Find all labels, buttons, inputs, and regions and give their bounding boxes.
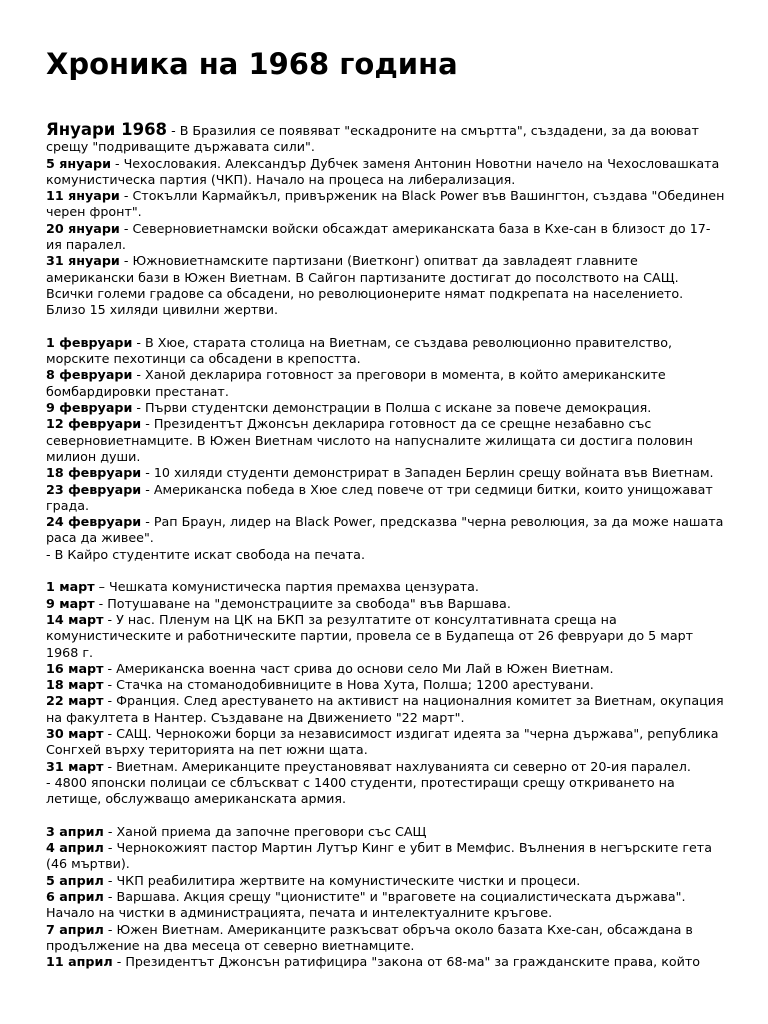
list-item (46, 221, 726, 254)
entry-date: 1 февруари (46, 334, 133, 350)
entry-date: 31 март (46, 758, 104, 774)
entry-date: 14 март (46, 611, 104, 627)
entry-text: - Рап Браун, лидер на Black Power, предсказва "черна революция, за да може нашата раса да живее". (46, 514, 724, 546)
entry-text: - Президентът Джонсън ратифицира "закона от 68-ма" за гражданските права, който (112, 954, 701, 970)
list-item (46, 253, 726, 318)
entry-date: 9 март (46, 595, 95, 611)
entry-date: 5 април (46, 872, 104, 888)
entry-date: 8 февруари (46, 367, 133, 383)
entry-text: - Американска победа в Хюе след повече от три седмици битки, които унищожават града. (46, 481, 713, 513)
list-item (46, 596, 726, 612)
january-intro (46, 122, 726, 156)
entry-text: - 10 хиляди студенти демонстрират в Западен Берлин срещу войната във Виетнам. (141, 465, 714, 481)
list-item-extra: - В Кайро студентите искат свобода на печата. (46, 546, 365, 562)
entry-date: 6 април (46, 888, 104, 904)
list-item (46, 677, 726, 693)
entry-text: - Южен Виетнам. Американците разкъсват обръча около базата Кхе-сан, обсаждана в продължение на два месеца от северно виетнамците. (46, 921, 693, 953)
list-item (46, 693, 726, 726)
entry-date: 20 януари (46, 220, 120, 236)
list-item (46, 824, 726, 840)
list-item (46, 889, 726, 922)
entry-text: - Чернокожият пастор Мартин Лутър Кинг е убит в Мемфис. Вълнения в негърските гета (46 мъртви). (46, 840, 712, 872)
list-item (46, 514, 726, 547)
list-item (46, 188, 726, 221)
entry-text: - В Бразилия се появяват "ескадроните на смъртта", създадени, за да воюват срещу "подриващите държавата сили". (46, 123, 699, 155)
entry-date: 4 април (46, 840, 104, 856)
list-item-extra: - 4800 японски полицаи се сблъскват с 1400 студенти, протестиращи срещу откриването на летище, обслужващо американската армия. (46, 774, 675, 807)
entry-date: 31 януари (46, 253, 120, 269)
entry-date: 1 март (46, 579, 95, 595)
entry-date: 7 април (46, 921, 104, 937)
list-item (46, 416, 726, 465)
list-item (46, 661, 726, 677)
list-item (46, 726, 726, 759)
entry-text: - Президентът Джонсън декларира готовност да се срещне незабавно със северновиетнамците. В Южен Виетнам числото на напусналите жилищата си достига половин милион души. (46, 416, 693, 464)
list-item (46, 922, 726, 955)
list-item (46, 400, 726, 416)
entry-date: 18 март (46, 677, 104, 693)
entry-date: 22 март (46, 693, 104, 709)
list-item (46, 954, 726, 970)
entry-text: - Южновиетнамските партизани (Виетконг) опитват да завладеят главните американски бази в Южен Виетнам. В Сайгон партизаните достигат до посолството на САЩ. Всички големи градове са обсадени, но революционерите нямат подкрепата на населението. Близо 15 хиляди цивилни жертви. (46, 253, 684, 318)
month-heading-january: Януари 1968 (46, 120, 168, 139)
chronicle-body (46, 122, 726, 970)
entry-date: 18 февруари (46, 465, 142, 481)
entry-text: - Северновиетнамски войски обсаждат американската база в Кхе-сан в близост до 17-ия паралел. (46, 220, 711, 253)
entry-date: 16 март (46, 660, 104, 676)
list-item (46, 465, 726, 481)
entry-text: - Стокълли Кармайкъл, привърженик на Black Power във Вашингтон, създава "Обединен черен фронт". (46, 188, 725, 220)
entry-text: - В Хюе, старата столица на Виетнам, се създава революционно правителство, морските пехотинци са обсадени в крепостта. (46, 334, 673, 367)
list-item (46, 335, 726, 368)
entry-text: – Чешката комунистическа партия премахва цензурата. (94, 579, 479, 595)
document-title: Хроника на 1968 година (46, 47, 458, 81)
entry-text: - Франция. След арестуването на активист на националния комитет за Виетнам, окупация на факултета в Нантер. Създаване на Движението "22 март". (46, 693, 724, 725)
entry-date: 11 април (46, 954, 113, 970)
list-item (46, 759, 726, 775)
entry-text: - Първи студентски демонстрации в Полша с искане за повече демокрация. (132, 400, 652, 416)
list-item (46, 156, 726, 189)
entry-text: - Стачка на стоманодобивниците в Нова Хута, Полша; 1200 арестувани. (103, 677, 594, 693)
entry-date: 12 февруари (46, 416, 142, 432)
entry-date: 24 февруари (46, 514, 142, 530)
entry-text: - Виетнам. Американците преустановяват нахлуванията си северно от 20-ия паралел. (103, 758, 691, 774)
entry-text: - САЩ. Чернокожи борци за независимост издигат идеята за "черна държава", република Сонгхей върху територията на пет южни щата. (46, 725, 719, 758)
list-item (46, 367, 726, 400)
entry-text: - Ханой приема да започне преговори със САЩ (103, 823, 427, 839)
entry-text: - Потушаване на "демонстрациите за свобода" във Варшава. (94, 595, 511, 611)
list-item (46, 612, 726, 661)
list-item (46, 579, 726, 595)
paragraph-spacer (46, 807, 726, 823)
entry-text: - ЧКП реабилитира жертвите на комунистическите чистки и процеси. (103, 872, 581, 888)
entry-text: - Ханой декларира готовност за преговори в момента, в който американските бомбардировки престанат. (46, 367, 666, 399)
paragraph-spacer (46, 563, 726, 579)
list-item (46, 482, 726, 515)
entry-date: 11 януари (46, 188, 120, 204)
entry-text: - У нас. Пленум на ЦК на БКП за резултатите от консултативната среща на комунистическите и работническите партии, провела се в Будапеща от 26 февруари до 5 март 1968 г. (46, 611, 694, 660)
entry-date: 30 март (46, 725, 104, 741)
entry-date: 9 февруари (46, 400, 133, 416)
entry-text: - Варшава. Акция срещу "ционистите" и "враговете на социалистическата държава". Начало на чистки в администрацията, печата и интелектуалните кръгове. (46, 888, 686, 921)
entry-date: 5 януари (46, 155, 111, 171)
entry-text: - Чехословакия. Александър Дубчек заменя Антонин Новотни начело на Чехословашката комунистическа партия (ЧКП). Начало на процеса на либерализация. (46, 155, 720, 187)
list-item (46, 873, 726, 889)
entry-date: 23 февруари (46, 481, 142, 497)
list-item (46, 840, 726, 873)
paragraph-spacer (46, 319, 726, 335)
entry-date: 3 април (46, 823, 104, 839)
entry-text: - Американска военна част срива до основи село Ми Лай в Южен Виетнам. (103, 660, 614, 676)
